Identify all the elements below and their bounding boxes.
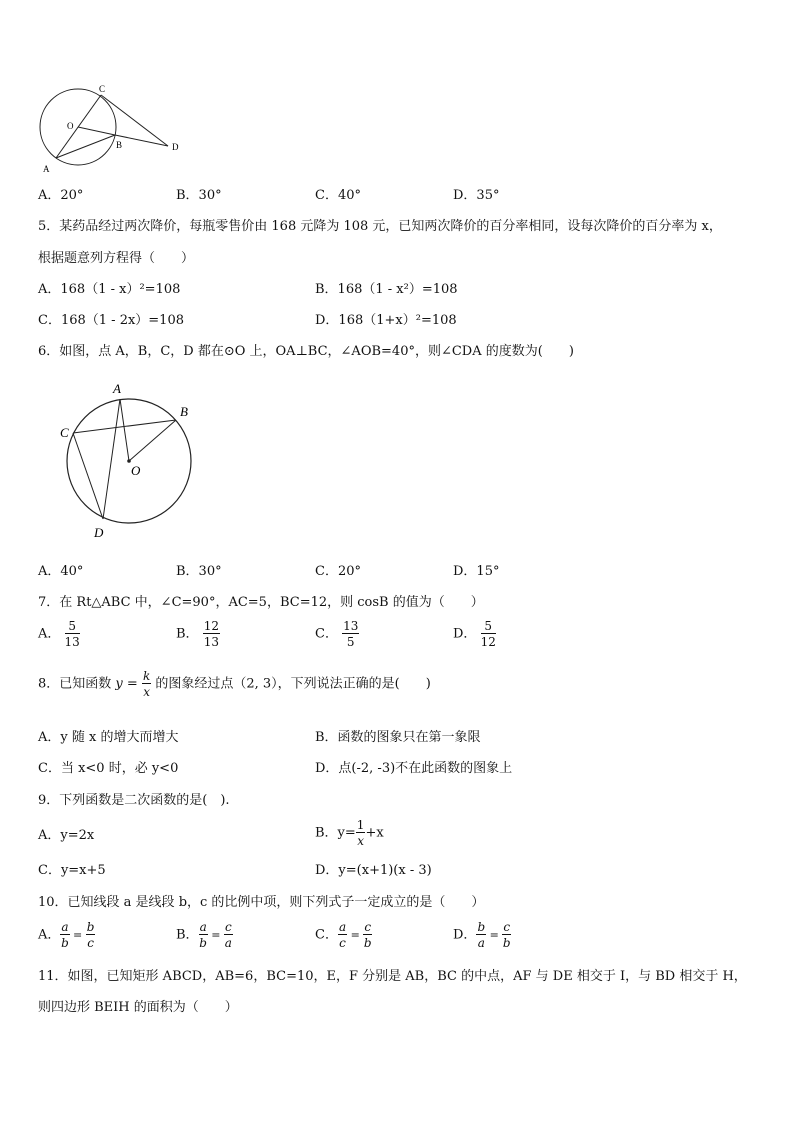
q10-option-c-letter: C．	[315, 927, 338, 943]
q10-option-b-left-num: a	[199, 920, 207, 934]
q10-option-a-left-den: b	[61, 936, 69, 950]
q7-option-b-fraction	[203, 620, 220, 648]
q4-line-a-c	[56, 95, 101, 158]
q4-label-b: B	[116, 140, 123, 150]
q11-stem-line2: 则四边形 BEIH 的面积为（ ）	[38, 1000, 238, 1015]
q7-option-c-fraction	[342, 620, 359, 648]
q10-option-a-right-num: b	[86, 920, 95, 934]
q6-line-a-o	[120, 399, 129, 461]
q10-option-b-left	[199, 921, 208, 949]
q8-option-a: A．y 随 x 的增大而增大	[38, 730, 179, 745]
q10-option-d-left	[476, 921, 486, 949]
q6-circle-figure	[52, 374, 200, 544]
q10-option-d-eq: =	[486, 928, 503, 942]
q7-option-d-fraction	[481, 620, 496, 648]
q9-option-b-fraction	[356, 819, 366, 847]
q6-option-d: D．15°	[453, 564, 500, 579]
q9-option-b-num: 1	[356, 818, 365, 832]
q8-func-den: x	[143, 685, 150, 699]
q9-option-b-prefix: B．y=	[315, 825, 356, 841]
q9-option-c: C．y=x+5	[38, 863, 106, 878]
q10-option-c	[315, 921, 372, 949]
q4-line-a-b	[56, 135, 115, 158]
q4-line-c-d	[101, 95, 168, 146]
q10-option-a-right-den: c	[87, 936, 94, 950]
q8-suffix: 的图象经过点（2, 3），下列说法正确的是( )	[155, 676, 431, 692]
q10-option-b-letter: B．	[176, 927, 199, 943]
q8-option-d: D．点(-2, -3)不在此函数的图象上	[315, 761, 513, 776]
q10-option-a-left	[60, 921, 69, 949]
q7-option-a-den: 13	[64, 635, 80, 649]
q4-label-d: D	[172, 142, 179, 152]
q4-option-a: A．20°	[38, 188, 84, 203]
q10-option-b-right	[224, 921, 233, 949]
q11-stem-line1: 11．如图，已知矩形 ABCD，AB=6，BC=10，E，F 分别是 AB，BC 的中点，AF 与 DE 相交于 I，与 BD 相交于 H，	[38, 969, 747, 984]
q6-option-a: A．40°	[38, 564, 84, 579]
q10-option-d-right-num: c	[503, 920, 511, 934]
q6-line-a-d	[103, 399, 120, 519]
q7-option-a	[38, 620, 80, 648]
q5-option-d: D．168（1+x）²=108	[315, 313, 457, 328]
q10-option-c-eq: =	[347, 928, 364, 942]
q9-stem: 9．下列函数是二次函数的是( ).	[38, 793, 230, 808]
q10-option-d-left-num: b	[477, 920, 486, 934]
q7-option-c	[315, 620, 359, 648]
q7-option-c-letter: C．	[315, 626, 338, 642]
q10-option-d-letter: D．	[453, 927, 477, 943]
q10-option-a-letter: A．	[38, 927, 61, 943]
q9-option-b	[315, 819, 384, 847]
q7-option-d-den: 12	[480, 635, 496, 649]
q10-option-d	[453, 921, 511, 949]
q10-option-a-eq: =	[69, 928, 86, 942]
q7-option-d-letter: D．	[453, 626, 477, 642]
q10-stem: 10．已知线段 a 是线段 b，c 的比例中项，则下列式子一定成立的是（ ）	[38, 895, 485, 910]
q10-option-c-right	[363, 921, 372, 949]
q4-option-b: B．30°	[176, 188, 222, 203]
q8-func-num: k	[142, 669, 151, 683]
q4-option-d: D．35°	[453, 188, 500, 203]
q9-option-b-suffix: +x	[365, 825, 384, 841]
q4-label-a: A	[43, 164, 50, 174]
q10-option-a-left-num: a	[61, 920, 69, 934]
q10-option-b-right-den: a	[224, 936, 232, 950]
q5-option-c: C．168（1 - 2x）=108	[38, 313, 184, 328]
q6-option-b: B．30°	[176, 564, 222, 579]
q10-option-d-left-den: a	[477, 936, 485, 950]
q6-line-o-b	[129, 420, 176, 461]
q7-option-c-den: 5	[346, 635, 355, 649]
q7-option-b-den: 13	[203, 635, 219, 649]
q4-line-o-b	[78, 127, 115, 135]
q6-label-a: A	[113, 381, 121, 396]
q7-option-b	[176, 620, 220, 648]
q7-option-b-letter: B．	[176, 626, 199, 642]
q10-option-c-left-den: c	[339, 936, 346, 950]
q6-stem: 6．如图，点 A，B，C，D 都在⊙O 上，OA⊥BC，∠AOB=40°，则∠CDA 的度数为( )	[38, 344, 574, 359]
q5-stem-line1: 5．某药品经过两次降价，每瓶零售价由 168 元降为 108 元，已知两次降价的百分率相同，设每次降价的百分率为 x，	[38, 219, 722, 234]
q8-func-lhs: y =	[115, 676, 138, 692]
q10-option-c-left-num: a	[338, 920, 347, 934]
q10-option-c-right-den: b	[363, 936, 372, 950]
q10-option-c-right-num: c	[364, 920, 372, 934]
q8-prefix: 8．已知函数	[38, 676, 112, 692]
q10-option-b-right-num: c	[224, 920, 232, 934]
q8-stem	[38, 670, 431, 698]
q10-option-b	[176, 921, 233, 949]
q10-option-d-right-den: b	[502, 936, 511, 950]
q10-option-a	[38, 921, 95, 949]
q9-option-a: A．y=2x	[38, 828, 95, 843]
q6-label-b: B	[180, 404, 188, 419]
q9-option-b-den: x	[357, 834, 364, 848]
q5-stem-line2: 根据题意列方程得（ ）	[38, 251, 195, 266]
q10-option-c-left	[338, 921, 347, 949]
q7-option-a-fraction	[65, 620, 80, 648]
q4-circle-figure	[30, 78, 190, 176]
q4-option-c: C．40°	[315, 188, 361, 203]
q8-option-b: B．函数的图象只在第一象限	[315, 730, 481, 745]
q10-option-b-left-den: b	[199, 936, 207, 950]
q7-option-a-letter: A．	[38, 626, 61, 642]
q9-option-d: D．y=(x+1)(x - 3)	[315, 863, 432, 878]
q7-option-a-num: 5	[65, 620, 80, 634]
q10-option-b-eq: =	[207, 928, 224, 942]
q7-option-d	[453, 620, 496, 648]
q6-label-o: O	[131, 463, 141, 478]
q5-option-b: B．168（1 - x²）=108	[315, 282, 458, 297]
q10-option-a-right	[86, 921, 96, 949]
q4-label-o: O	[67, 121, 74, 131]
q8-option-c: C．当 x<0 时，必 y<0	[38, 761, 179, 776]
q7-stem: 7．在 Rt△ABC 中，∠C=90°，AC=5，BC=12，则 cosB 的值为（ ）	[38, 595, 484, 610]
q6-line-c-d	[73, 433, 103, 519]
q7-option-c-num: 13	[343, 619, 359, 633]
q8-func-fraction	[142, 670, 151, 698]
q5-option-a: A．168（1 - x）²=108	[38, 282, 181, 297]
q6-label-c: C	[60, 425, 69, 440]
q10-option-d-right	[502, 921, 511, 949]
q7-option-d-num: 5	[481, 620, 496, 634]
q6-option-c: C．20°	[315, 564, 361, 579]
q6-label-d: D	[94, 525, 104, 540]
q4-label-c: C	[99, 84, 106, 94]
q7-option-b-num: 12	[203, 619, 219, 633]
